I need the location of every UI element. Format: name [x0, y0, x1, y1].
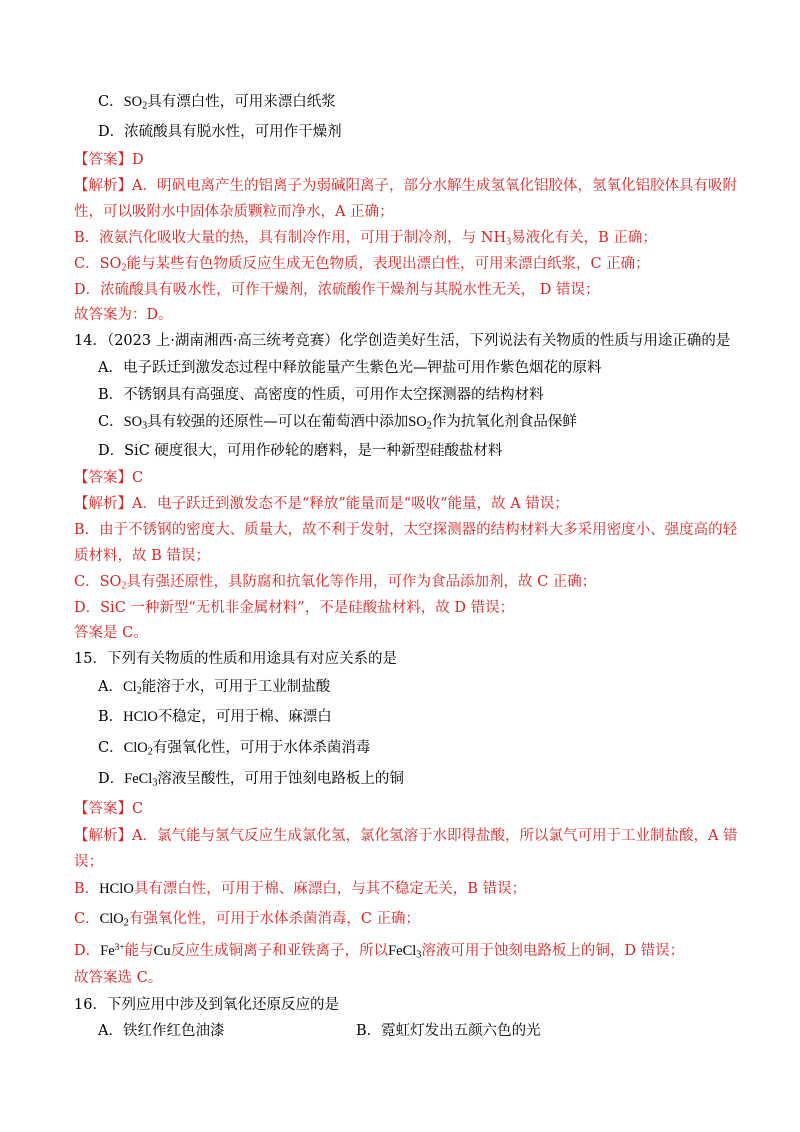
- q13-analysis-line-3: B．液氨汽化吸收大量的热，具有制冷作用，可用于制冷剂，与 $NH_3$易液化有关，B 正确；: [74, 230, 657, 248]
- q15-stem: 15．下列有关物质的性质和用途具有对应关系的是: [74, 651, 397, 667]
- q13-conclusion: 故答案为：D。: [74, 307, 173, 323]
- q16-option-b: B．霓虹灯发出五颜六色的光: [356, 1023, 541, 1039]
- q14-option-a: A．电子跃迁到激发态过程中释放能量产生紫色光—钾盐可用作紫色烟花的原料: [98, 360, 602, 376]
- q14-option-b: B．不锈钢具有高强度、高密度的性质，可用作太空探测器的结构材料: [98, 387, 544, 403]
- q14-analysis-line-5: D．SiC 一种新型“无机非金属材料”，不是硅酸盐材料，故 D 错误；: [74, 600, 515, 616]
- q15-option-a: A．$Cl_2$能溶于水，可用于工业制盐酸: [98, 679, 331, 697]
- q15-option-d: D．FeCl$_3$溶液呈酸性，可用于蚀刻电路板上的铜: [98, 771, 404, 789]
- q14-analysis-line-4: C．$SO_2$具有强还原性，具防腐和抗氧化等作用，可作为食品添加剂，故 C 正确；: [74, 574, 597, 592]
- q15-option-c: C．ClO$_2$有强氧化性，可用于水体杀菌消毒: [98, 740, 371, 758]
- q15-analysis-line-1: 【解析】A．氯气能与氢气反应生成氯化氢，氯化氢溶于水即得盐酸，所以氯气可用于工业制盐酸，A 错: [74, 828, 738, 844]
- q15-analysis-line-5: D．$Fe^{3+}$能与Cu反应生成铜离子和亚铁离子，所以FeCl$_3$溶液可用于蚀刻电路板上的铜，D 错误；: [74, 942, 685, 961]
- q14-analysis-line-3: 质材料，故 B 错误；: [74, 548, 210, 564]
- q13-analysis-line-1: 【解析】A．明矾电离产生的铝离子为弱碱阳离子，部分水解生成氢氧化铝胶体，氢氧化铝胶体具有吸附: [74, 178, 737, 194]
- q15-conclusion: 故答案选 C。: [74, 970, 163, 986]
- q14-answer: 【答案】C: [74, 470, 144, 486]
- q16-stem: 16．下列应用中涉及到氧化还原反应的是: [74, 997, 339, 1013]
- q15-analysis-line-4: C．ClO$_2$有强氧化性，可用于水体杀菌消毒，C 正确；: [74, 911, 421, 929]
- q16-option-a: A．铁红作红色油漆: [98, 1023, 225, 1039]
- q13-analysis-line-5: D．浓硫酸具有吸水性，可作干燥剂，浓硫酸作干燥剂与其脱水性无关， D 错误；: [74, 282, 600, 298]
- q15-analysis-line-3: B．HClO具有漂白性，可用于棉、麻漂白，与其不稳定无关，B 错误；: [74, 881, 527, 897]
- q13-option-c: C．$SO_2$具有漂白性，可用来漂白纸浆: [98, 94, 336, 112]
- q15-analysis-line-2: 误；: [74, 854, 103, 870]
- q15-answer: 【答案】C: [74, 801, 144, 817]
- q14-stem: 14．（2023 上·湖南湘西·高三统考竞赛）化学创造美好生活，下列说法有关物质的性质与用途正确的是: [74, 333, 731, 349]
- q14-option-d: D．SiC 硬度很大，可用作砂轮的磨料，是一种新型硅酸盐材料: [98, 443, 503, 459]
- q15-option-b: B．HClO不稳定，可用于棉、麻漂白: [98, 709, 332, 725]
- q13-analysis-line-2: 性，可以吸附水中固体杂质颗粒而净水，A 正确；: [74, 204, 394, 220]
- q13-option-d: D．浓硫酸具有脱水性，可用作干燥剂: [98, 124, 342, 140]
- q13-analysis-line-4: C．$SO_2$能与某些有色物质反应生成无色物质，表现出漂白性，可用来漂白纸浆，C 正确；: [74, 256, 650, 274]
- q14-analysis-line-2: B．由于不锈钢的密度大、质量大，故不利于发射，太空探测器的结构材料大多采用密度小、强度高的轻: [74, 522, 738, 538]
- q14-analysis-line-1: 【解析】A．电子跃迁到激发态不是“释放”能量而是“吸收”能量，故 A 错误；: [74, 496, 569, 512]
- q13-answer: 【答案】D: [74, 152, 144, 168]
- q14-conclusion: 答案是 C。: [74, 625, 148, 641]
- q14-option-c: C．$SO_3$具有较强的还原性—可以在葡萄酒中添加$SO_2$作为抗氧化剂食品保鲜: [98, 414, 577, 432]
